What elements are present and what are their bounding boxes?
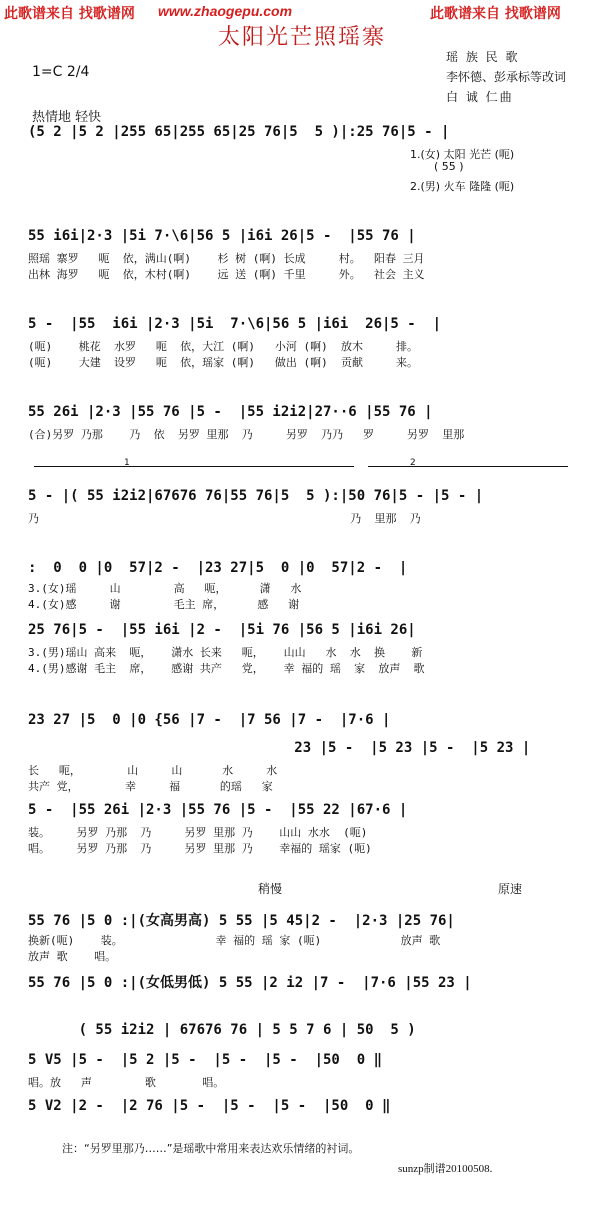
site-banner-url[interactable]: www.zhaogepu.com bbox=[158, 3, 293, 19]
lyric-line-13a: 唱。放 声 歌 唱。 bbox=[28, 1076, 225, 1089]
score-line-14: 5 V2 |2 - |2 76 |5 - |5 - |5 - |50 0 ‖ bbox=[28, 1098, 391, 1114]
score-line-5: 5 - |( 55 i2i2|67676 76|55 76|5 5 ):|50 76|5 - |5 - | bbox=[28, 488, 484, 504]
score-line-12: ( 55 i2i2 | 67676 76 | 5 5 7 6 | 50 5 ) bbox=[28, 1022, 416, 1038]
lyric-line-7b: 4.(男)感谢 毛主 席， 感谢 共产 党， 幸 福的 瑶 家 放声 歌 bbox=[28, 662, 425, 675]
verse-note-1: 1.(女) 太阳 光芒 (呃) bbox=[410, 148, 515, 161]
score-line-9: 5 - |55 26i |2·3 |55 76 |5 - |55 22 |67·6 | bbox=[28, 802, 408, 818]
lyric-line-2a: 照瑶 寨罗 呃 依，满山(啊) 杉 树 (啊) 长成 村。 阳春 三月 bbox=[28, 252, 425, 265]
lyric-line-10a: 换新(呃) 装。 幸 福的 瑶 家 (呃) 放声 歌 bbox=[28, 934, 441, 947]
lyric-line-9a: 装。 另罗 乃那 乃 另罗 里那 乃 山山 水水 (呃) bbox=[28, 826, 368, 839]
credit-composer: 白 诚 仁曲 bbox=[446, 90, 514, 104]
first-ending-bracket bbox=[34, 466, 354, 467]
signature: sunzp制谱20100508. bbox=[398, 1163, 493, 1175]
first-ending-label: 1 bbox=[124, 458, 130, 468]
credit-genre: 瑶 族 民 歌 bbox=[446, 50, 520, 64]
score-line-2: 55 i6i|2·3 |5i 7·\6|56 5 |i6i 26|5 - |55 76 | bbox=[28, 228, 416, 244]
verse-note-2: 2.(男) 火车 隆隆 (呃) bbox=[410, 180, 515, 193]
score-line-1: (5 2 |5 2 |255 65|255 65|25 76|5 5 )|:25 76|5 - | bbox=[28, 124, 450, 140]
footnote: 注：“另罗里那乃……”是瑶歌中常用来表达欢乐情绪的衬词。 bbox=[62, 1142, 360, 1155]
score-line-8-lower: 23 |5 - |5 23 |5 - |5 23 | bbox=[210, 740, 531, 756]
lyric-line-3b: (呃) 大建 设罗 呃 依，瑶家 (啊) 做出 (啊) 贡献 来。 bbox=[28, 356, 419, 369]
lyric-line-8b: 共产 党， 幸 福 的瑶 家 bbox=[28, 780, 273, 793]
tempo-mark-original: 原速 bbox=[498, 882, 523, 896]
second-ending-label: 2 bbox=[410, 458, 416, 468]
key-signature: 1=C 2/4 bbox=[32, 64, 90, 80]
tempo-marking: 热情地 轻快 bbox=[32, 110, 102, 125]
score-line-11: 55 76 |5 0 :|(女低男低) 5 55 |2 i2 |7 - |7·6 |55 23 | bbox=[28, 975, 472, 991]
site-banner-right: 此歌谱来自 找歌谱网 bbox=[430, 6, 561, 22]
lyric-line-2b: 出林 海罗 呃 依，木村(啊) 远 送 (啊) 千里 外。 社会 主义 bbox=[28, 268, 425, 281]
credit-lyricist: 李怀德、彭承标等改词 bbox=[446, 70, 567, 84]
score-line-13: 5 V5 |5 - |5 2 |5 - |5 - |5 - |50 0 ‖ bbox=[28, 1052, 383, 1068]
tempo-mark-slower: 稍慢 bbox=[258, 882, 283, 896]
lyric-line-8a: 长 呃， 山 山 水 水 bbox=[28, 764, 278, 777]
lyric-line-10b: 放声 歌 唱。 bbox=[28, 950, 117, 963]
lyric-line-9b: 唱。 另罗 乃那 乃 另罗 里那 乃 幸福的 瑶家 (呃) bbox=[28, 842, 372, 855]
second-ending-bracket bbox=[368, 466, 568, 467]
site-banner-left: 此歌谱来自 找歌谱网 bbox=[4, 6, 135, 22]
score-line-3: 5 - |55 i6i |2·3 |5i 7·\6|56 5 |i6i 26|5 - | bbox=[28, 316, 442, 332]
score-line-10: 55 76 |5 0 :|(女高男高) 5 55 |5 45|2 - |2·3 |25 76| bbox=[28, 913, 455, 929]
lyric-line-6a: 3.(女)瑶 山 高 呃， 潇 水 bbox=[28, 582, 302, 595]
score-line-7: 25 76|5 - |55 i6i |2 - |5i 76 |56 5 |i6i 26| bbox=[28, 622, 416, 638]
score-line-6: : 0 0 |0 57|2 - |23 27|5 0 |0 57|2 - | bbox=[28, 560, 408, 576]
site-banner bbox=[0, 0, 604, 22]
lyric-line-4a: (合)另罗 乃那 乃 依 另罗 里那 乃 另罗 乃乃 罗 另罗 里那 bbox=[28, 428, 465, 441]
lyric-line-7a: 3.(男)瑶山 高来 呃， 潇水 长来 呃， 山山 水 水 换 新 bbox=[28, 646, 423, 659]
lyric-line-3a: (呃) 桃花 水罗 呃 依，大江 (啊) 小河 (啊) 放木 排。 bbox=[28, 340, 419, 353]
score-line-4: 55 26i |2·3 |55 76 |5 - |55 i2i2|27··6 |55 76 | bbox=[28, 404, 433, 420]
song-title: 太阳光芒照瑶寨 bbox=[217, 25, 386, 50]
lyric-line-5a: 乃 乃 里那 乃 bbox=[28, 512, 421, 525]
lyric-line-6b: 4.(女)感 谢 毛主 席， 感 谢 bbox=[28, 598, 300, 611]
score-line-8: 23 27 |5 0 |0 {56 |7 - |7 56 |7 - |7·6 | bbox=[28, 712, 391, 728]
verse-note-1-notes: ( 55 ) bbox=[434, 160, 464, 173]
